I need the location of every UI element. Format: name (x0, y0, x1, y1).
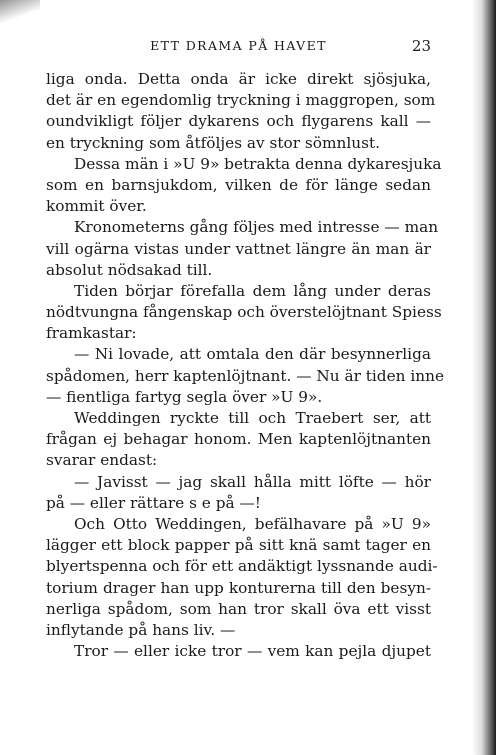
text-line: nerliga spådom, som han tror skall öva ett visst (46, 599, 431, 618)
text-line: — Ni lovade, att omtala den där besynnerliga (74, 345, 431, 364)
text-line: Kronometerns gång följes med intresse — man (74, 218, 439, 237)
body-text (46, 69, 445, 662)
running-title: ETT DRAMA PÅ HAVET (150, 38, 327, 53)
text-line: inflytande på hans liv. — (46, 620, 236, 639)
text-line: Tiden börjar förefalla dem lång under deras (74, 281, 431, 300)
text-line: oundvikligt följer dykarens och flygarens kall — (46, 112, 431, 131)
text-line: absolut nödsakad till. (46, 260, 213, 279)
text-line: på — eller rättare s e på —! (46, 493, 261, 512)
page-header (46, 36, 431, 56)
page-number: 23 (411, 37, 431, 55)
text-line: Dessa män i »U 9» betrakta denna dykaresjuka (74, 154, 442, 173)
text-line: liga onda. Detta onda är icke direkt sjösjuka, (46, 70, 431, 88)
text-line: kommit över. (46, 197, 147, 216)
text-line: frågan ej behagar honom. Men kaptenlöjtnanten (46, 430, 431, 449)
text-line: spådomen, herr kaptenlöjtnant. — Nu är tiden inne (46, 366, 445, 385)
text-line: vill ogärna vistas under vattnet längre än man är (46, 239, 431, 258)
text-line: svarar endast: (46, 451, 158, 470)
text-line: en tryckning som åtföljes av stor sömnlust. (46, 133, 380, 152)
text-line: framkastar: (46, 324, 137, 343)
text-line: nödtvungna fångenskap och överstelöjtnant Spiess (46, 303, 442, 322)
text-line: Weddingen ryckte till och Traebert ser, att (74, 409, 431, 427)
text-line: Tror — eller icke tror — vem kan pejla djupet (74, 642, 431, 661)
text-line: som en barnsjukdom, vilken de för länge sedan (46, 175, 431, 194)
text-line: lägger ett block papper på sitt knä samt tager en (46, 536, 431, 555)
text-line: blyertspenna och för ett andäktigt lyssnande audi- (46, 557, 438, 576)
text-line: torium drager han upp konturerna till den besyn- (46, 578, 431, 597)
text-line: Och Otto Weddingen, befälhavare på »U 9» (74, 514, 431, 533)
text-line: det är en egendomlig tryckning i maggropen, som (46, 91, 436, 110)
text-line: — Javisst — jag skall hålla mitt löfte — hör (74, 472, 431, 491)
text-line: — fientliga fartyg segla över »U 9». (46, 387, 323, 406)
page-edge-shadow (472, 0, 496, 755)
page-corner-shadow (0, 0, 40, 30)
